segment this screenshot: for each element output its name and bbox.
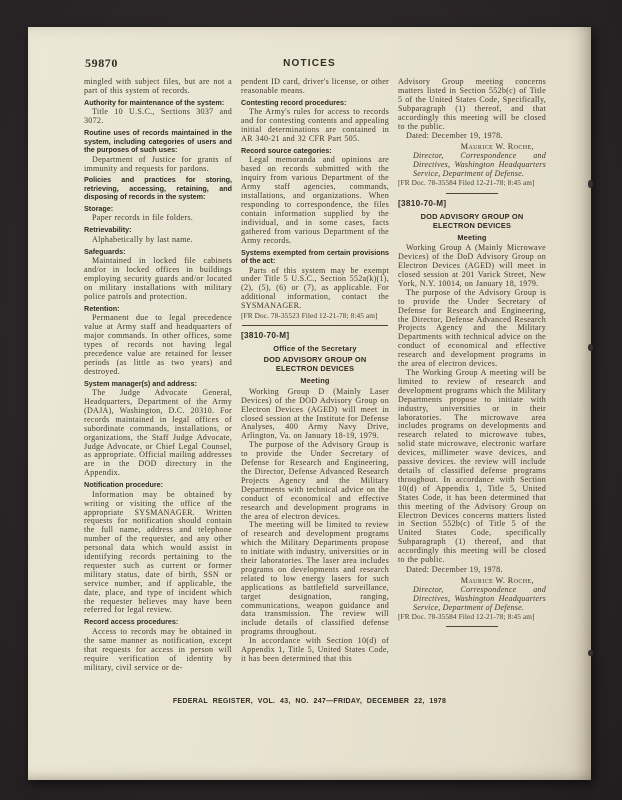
body-paragraph: Parts of this system may be exempt under Title 5 U.S.C., Section 552a(k)(1), (2), (5), (6) or (7), as applicable. For additional information, contact the SYSMANAGER.: [241, 265, 389, 311]
body-paragraph: The purpose of the Advisory Group is to provide the Under Secretary of Defense for Research and Engineering, the Director, Defense Advanced Research Projects Agency and the Military Departments with technical advice on the conduct of economical and effective research and development programs in the area of electron devices.: [241, 440, 389, 521]
docket-number: [3810-70-M]: [398, 198, 447, 208]
centered-heading: Meeting: [300, 376, 330, 386]
fr-doc-line: [FR Doc. 78-35523 Filed 12-21-78; 8:45 am]: [241, 311, 378, 321]
body-paragraph: Advisory Group meeting concerns matters listed in Section 552b(c) of Title 5 of the United States Code, Specifically, Subparagraph (1) thereof, and that accordingly this meeting will be closed to the public.: [398, 78, 546, 131]
scanned-document-page: [28, 27, 591, 780]
section-heading: Retention:: [84, 303, 120, 313]
body-paragraph: Access to records may be obtained in the same manner as notification, except that requests for access in person will require verification of identity by military, civil service or de-: [84, 626, 232, 672]
body-paragraph: Working Group D (Mainly Laser Devices) of the DOD Advisory Group on Electron Devices (AGED) will meet in closed session at the Institute for Defense Analyses, 400 Army Navy Drive, Arlington, Va. on January 18-19, 1979.: [241, 386, 389, 441]
centered-heading: DOD ADVISORY GROUP ON ELECTRON DEVICES: [263, 355, 367, 374]
centered-heading: Meeting: [457, 232, 487, 242]
section-heading: Record source categories:: [241, 145, 332, 155]
text-column-1: [84, 78, 232, 684]
dated-line: Dated: December 19, 1978.: [406, 131, 503, 141]
centered-heading: DOD ADVISORY GROUP ON ELECTRON DEVICES: [420, 211, 524, 230]
signature-name: Maurice W. Roche,: [460, 575, 534, 585]
section-heading: Safeguards:: [84, 246, 126, 256]
signature-office: Director, Correspondence and Directives, Washington Headquarters Service, Department of Defense.: [413, 151, 546, 179]
page-footer: FEDERAL REGISTER, VOL. 43, NO. 247—FRIDAY, DECEMBER 22, 1978: [172, 698, 447, 705]
fr-doc-line: [FR Doc. 78-35584 Filed 12-21-78; 8:45 am]: [398, 611, 535, 621]
section-heading: Retrievability:: [84, 225, 132, 235]
page-edge-mark: [588, 650, 593, 656]
page-header-title: NOTICES: [283, 58, 336, 69]
section-heading: Notification procedure:: [84, 480, 164, 490]
section-heading: Contesting record procedures:: [241, 97, 347, 107]
page-edge-mark: [588, 344, 593, 351]
body-paragraph: Working Group A (Mainly Microwave Devices) of the DoD Advisory Group on Electron Devices (AGED) will meet in closed session at 201 Varick Street, New York, N.Y. 10014, on January 18, 1979.: [398, 243, 546, 288]
signature-office: Director, Correspondence and Directives, Washington Headquarters Service, Department of Defense.: [413, 584, 546, 612]
body-paragraph: Alphabetically by last name.: [92, 234, 193, 244]
section-heading: Storage:: [84, 203, 114, 213]
page-edge-mark: [588, 180, 593, 188]
body-paragraph: Paper records in file folders.: [92, 213, 194, 223]
columns: [84, 78, 546, 684]
body-paragraph: In accordance with Section 10(d) of Appendix 1, Title 5, United States Code, it has been determined that this: [241, 636, 389, 663]
body-paragraph: The meeting will be limited to review of research and development programs which the Military Departments propose to initiate with industry, universities or in their laboratories. The laser area includes programs on developments and research related to low energy lasers for such applications as battlefield surveillance, target designation, ranging, communications, weapon guidance and data transmission. The review will include details of classified defense programs throughout.: [241, 520, 389, 637]
section-heading: Record access procedures:: [84, 617, 179, 627]
section-heading: Routine uses of records maintained in the system, including categories of users and the purposes of such uses:: [84, 128, 232, 155]
body-paragraph: Department of Justice for grants of immunity and requests for pardons.: [84, 154, 232, 173]
body-paragraph: Information may be obtained by writing or visiting the office of the appropriate SYSMANAGER. Written requests for notification should contain the full name, address and telephone number of the requester, and any other personal data which would assist in identifying records pertaining to the requester such as current or former military status, date of birth, SSN or service number, and if applicable, the date, place, and type of incident which the requester believes may have been referred for legal review.: [84, 489, 232, 615]
separator-rule-short: [446, 193, 498, 194]
fr-doc-line: [FR Doc. 78-35584 Filed 12-21-78; 8:45 am]: [398, 178, 535, 188]
body-paragraph: Legal memoranda and opinions are based on records submitted with the inquiry from various Department of the Army staff agencies, commands, installations, and organizations. When responding to correspondence, the files contain information supplied by the individual, and in some cases, facts gathered from various Department of the Army records.: [241, 155, 389, 245]
section-heading: Authority for maintenance of the system:: [84, 97, 225, 107]
body-paragraph: The Army's rules for access to records and for contesting contents and appealing initial determinations are contained in AR 340-21 and 32 CFR Part 505.: [241, 107, 389, 144]
body-paragraph: Permanent due to legal precedence value at Army staff and headquarters of major commands. In other offices, some types of records not having legal precedence value are retained for lesser periods (as little as two years) and destroyed.: [84, 313, 232, 376]
separator-rule: [242, 325, 388, 326]
section-heading: Policies and practices for storing, retrieving, accessing, retaining, and disposing of records in the system:: [84, 175, 232, 202]
centered-heading: Office of the Secretary: [273, 343, 357, 353]
text-column-3: [398, 78, 546, 684]
section-heading: System manager(s) and address:: [84, 378, 198, 388]
body-paragraph: The purpose of the Advisory Group is to provide the Under Secretary of Defense for Research and Engineering, the Director, Defense Advanced Research Projects Agency and the Military Departments with technical advice on the conduct of economical and effective research and development programs in the area of electron devices.: [398, 287, 546, 369]
body-paragraph: The Working Group A meeting will be limited to review of research and development programs which the Military Departments propose to initiate with industry, universities or in their laboratories. The microwave area includes programs on developments and research related to microwave tubes, solid state microwave, electronic warfare devices, millimeter wave devices, and passive devices. the review will include details of classified defense programs throughout. In accordance with Section 10(d) of Appendix 1, Title 5, United States Code, it has been determined that this meeting of the Advisory Group on Electron Devices concerns matters listed in Section 552b(c) of Title 5 of the United States Code, specifically Subparagraph (1) thereof, and that accordingly this meeting will be closed to the public.: [398, 368, 546, 565]
body-paragraph: mingled with subject files, but are not a part of this system of records.: [84, 78, 232, 95]
section-heading: Systems exempted from certain provisions of the act:: [241, 247, 389, 265]
page-number: 59870: [85, 56, 118, 70]
body-paragraph: pendent ID card, driver's license, or other reasonable means.: [241, 78, 389, 95]
dated-line: Dated: December 19, 1978.: [406, 564, 503, 574]
separator-rule-short: [446, 626, 498, 627]
body-paragraph: The Judge Advocate General, Headquarters, Department of the Army (DAJA), Washington, D.C. 20310. For records maintained in legal offices of subordinate commands, installations, or organizations, the Staff Judge Advocate, Judge Advocate, or Chief Legal Counsel, as appropriate. Official mailing addresses are in the DOD directory in the Appendix.: [84, 388, 232, 478]
signature-name: Maurice W. Roche,: [460, 142, 534, 152]
body-paragraph: Maintained in locked file cabinets and/or in locked offices in buildings employing security guards and/or located on military installations with military police patrols and protection.: [84, 256, 232, 301]
text-column-2: [241, 78, 389, 684]
body-paragraph: Title 10 U.S.C., Sections 3037 and 3072.: [84, 107, 232, 126]
docket-number: [3810-70-M]: [241, 330, 290, 340]
